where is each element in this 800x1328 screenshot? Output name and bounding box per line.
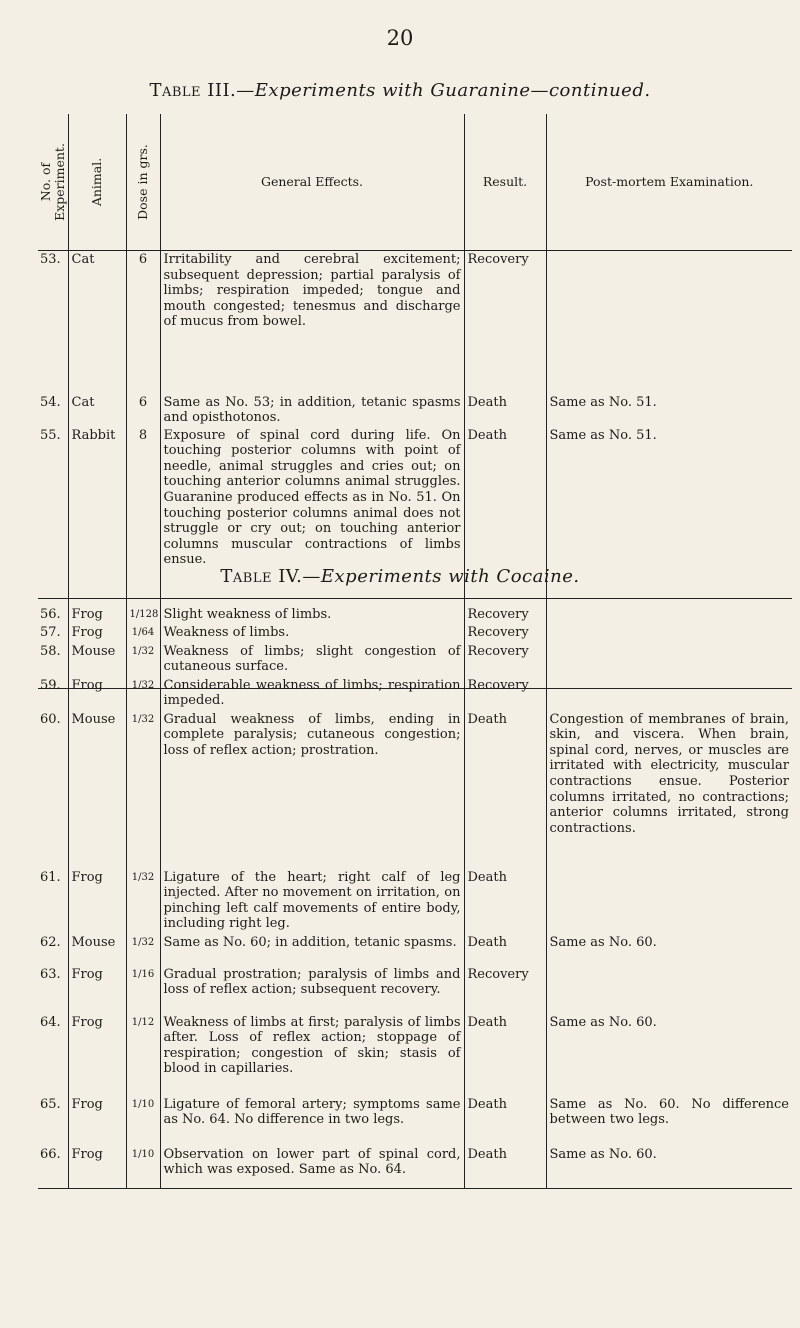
dose-cell: 1/32	[126, 934, 160, 966]
table3-caption-title: —Experiments with Guaranine—continued.	[236, 80, 651, 101]
result-cell: Death	[464, 711, 546, 869]
header-animal-label: Animal.	[89, 157, 104, 207]
experiment-no-cell: 56.	[38, 599, 68, 624]
result-cell: Death	[464, 394, 546, 427]
postmortem-cell: Same as No. 60.	[546, 934, 792, 966]
animal-cell: Cat	[68, 394, 126, 427]
effects-cell: Irritability and cerebral excitement; subsequent depression; partial paralysis of limbs; respiration impeded; tongue and mouth congested; tenesmus and discharge of mucus from bowel.	[160, 251, 464, 394]
table-row	[38, 934, 792, 966]
postmortem-cell	[546, 643, 792, 677]
animal-cell: Cat	[68, 251, 126, 394]
table-row	[38, 251, 792, 394]
dose-cell: 1/10	[126, 1096, 160, 1146]
result-cell: Recovery	[464, 251, 546, 394]
animal-cell: Frog	[68, 1096, 126, 1146]
header-dose	[126, 114, 160, 251]
result-cell: Death	[464, 934, 546, 966]
header-dose-label: Dose in grs.	[135, 144, 150, 220]
postmortem-cell: Same as No. 51.	[546, 394, 792, 427]
dose-cell: 1/32	[126, 643, 160, 677]
table4-caption	[0, 566, 800, 587]
effects-cell: Weakness of limbs; slight congestion of cutaneous surface.	[160, 643, 464, 677]
animal-cell: Mouse	[68, 643, 126, 677]
animal-cell: Frog	[68, 1014, 126, 1096]
animal-cell: Frog	[68, 1146, 126, 1189]
experiment-no-cell: 60.	[40, 711, 61, 727]
postmortem-cell	[546, 251, 792, 394]
animal-cell: Frog	[68, 624, 126, 643]
experiment-no-cell: 55.	[38, 427, 68, 689]
experiment-no-cell: 62.	[40, 934, 61, 950]
effects-cell: Same as No. 60; in addition, tetanic spasms.	[160, 934, 464, 966]
table-row	[38, 966, 792, 1014]
result-cell: Recovery	[464, 966, 546, 1014]
dose-cell: 1/32	[126, 677, 160, 711]
header-no-line2: Experiment.	[51, 143, 67, 221]
result-cell: Death	[464, 1096, 546, 1146]
experiment-no-cell: 58.	[40, 643, 61, 659]
table3-caption	[0, 80, 800, 101]
result-cell: Death	[464, 427, 546, 689]
header-result: Result.	[464, 114, 546, 251]
effects-cell: Ligature of the heart; right calf of leg injected. After no movement on irritation, on pinching left calf movements of entire body, including right leg.	[160, 869, 464, 934]
table-row	[38, 624, 792, 643]
dose-cell: 1/32	[126, 869, 160, 934]
table-row	[38, 394, 792, 427]
table3-caption-label: Table III.	[149, 80, 237, 101]
postmortem-cell	[546, 869, 792, 934]
table-row	[38, 711, 792, 869]
effects-cell: Ligature of femoral artery; symptoms same as No. 64. No difference in two legs.	[160, 1096, 464, 1146]
postmortem-cell: Same as No. 60.	[546, 1014, 792, 1096]
animal-cell: Rabbit	[68, 427, 126, 689]
effects-cell: Gradual weakness of limbs, ending in complete paralysis; cutaneous congestion; loss of reflex action; prostration.	[160, 711, 464, 869]
effects-cell: Observation on lower part of spinal cord, which was exposed. Same as No. 64.	[160, 1146, 464, 1189]
table-row	[38, 1146, 792, 1189]
effects-cell: Slight weakness of limbs.	[160, 599, 464, 624]
dose-cell: 6	[126, 394, 160, 427]
table-row	[38, 1096, 792, 1146]
table-row	[38, 869, 792, 934]
postmortem-cell: Congestion of membranes of brain, skin, and viscera. When brain, spinal cord, nerves, or muscles are irritated with electricity, muscular contractions ensue. Posterior columns irritated, no contractions; anterior columns irritated, strong contractions.	[546, 711, 792, 869]
result-cell: Recovery	[464, 643, 546, 677]
header-experiment-no	[38, 114, 68, 251]
experiment-no-cell: 64.	[40, 1014, 61, 1030]
dose-cell: 8	[126, 427, 160, 689]
table4-caption-title: —Experiments with Cocaine.	[302, 566, 580, 587]
animal-cell: Frog	[68, 869, 126, 934]
table4-caption-label: Table IV.	[220, 566, 303, 587]
effects-cell: Gradual prostration; paralysis of limbs and loss of reflex action; subsequent recovery.	[160, 966, 464, 1014]
result-cell: Death	[464, 1014, 546, 1096]
result-cell: Death	[464, 869, 546, 934]
result-cell: Death	[464, 1146, 546, 1189]
experiment-no-cell: 57.	[40, 624, 61, 640]
header-animal	[68, 114, 126, 251]
animal-cell: Mouse	[68, 934, 126, 966]
table3-header-row	[38, 114, 792, 251]
animal-cell: Frog	[68, 677, 126, 711]
table-row	[38, 643, 792, 677]
experiment-no-cell: 53.	[40, 252, 61, 267]
postmortem-cell: Same as No. 60. No difference between two legs.	[546, 1096, 792, 1146]
result-cell: Recovery	[464, 599, 546, 624]
page-number: 20	[386, 26, 414, 50]
table-row	[38, 599, 792, 624]
dose-cell: 1/12	[126, 1014, 160, 1096]
dose-cell: 1/128	[126, 599, 160, 624]
animal-cell: Frog	[68, 966, 126, 1014]
effects-cell: Weakness of limbs at first; paralysis of limbs after. Loss of reflex action; stoppage of respiration; congestion of skin; stasis of blood in capillaries.	[160, 1014, 464, 1096]
dose-cell: 1/64	[126, 624, 160, 643]
animal-cell: Frog	[68, 599, 126, 624]
dose-cell: 1/32	[126, 711, 160, 869]
result-cell: Recovery	[464, 677, 546, 711]
experiment-no-cell: 54.	[40, 394, 61, 410]
result-cell: Recovery	[464, 624, 546, 643]
postmortem-cell	[546, 677, 792, 711]
header-no-line1: No. of	[37, 162, 53, 202]
effects-cell: Exposure of spinal cord during life. On touching posterior columns with point of needle, animal struggles and cries out; on touching anterior columns animal struggles. Guaranine produced effects as in No. 51. On touching posterior columns animal does not struggle or cry out; on touching anterior columns muscular contractions of limbs ensue.	[160, 427, 464, 689]
dose-cell: 1/16	[126, 966, 160, 1014]
experiment-no-cell: 61.	[40, 869, 61, 885]
postmortem-cell	[546, 624, 792, 643]
table-row	[38, 1014, 792, 1096]
table4	[38, 598, 792, 1189]
dose-cell: 6	[126, 251, 160, 394]
postmortem-cell	[546, 599, 792, 624]
effects-cell: Considerable weakness of limbs; respiration impeded.	[160, 677, 464, 711]
experiment-no-cell: 63.	[40, 966, 61, 982]
dose-cell: 1/10	[126, 1146, 160, 1189]
postmortem-cell	[546, 966, 792, 1014]
experiment-no-cell: 65.	[40, 1096, 61, 1112]
effects-cell: Weakness of limbs.	[160, 624, 464, 643]
animal-cell: Mouse	[68, 711, 126, 869]
postmortem-cell: Same as No. 51.	[546, 427, 792, 689]
header-postmortem: Post-mortem Examination.	[546, 114, 792, 251]
effects-cell: Same as No. 53; in addition, tetanic spasms and opisthotonos.	[160, 394, 464, 427]
experiment-no-cell: 66.	[38, 1146, 68, 1189]
table-row	[38, 677, 792, 711]
experiment-no-cell: 59.	[40, 677, 61, 693]
header-effects: General Effects.	[160, 114, 464, 251]
postmortem-cell: Same as No. 60.	[546, 1146, 792, 1189]
